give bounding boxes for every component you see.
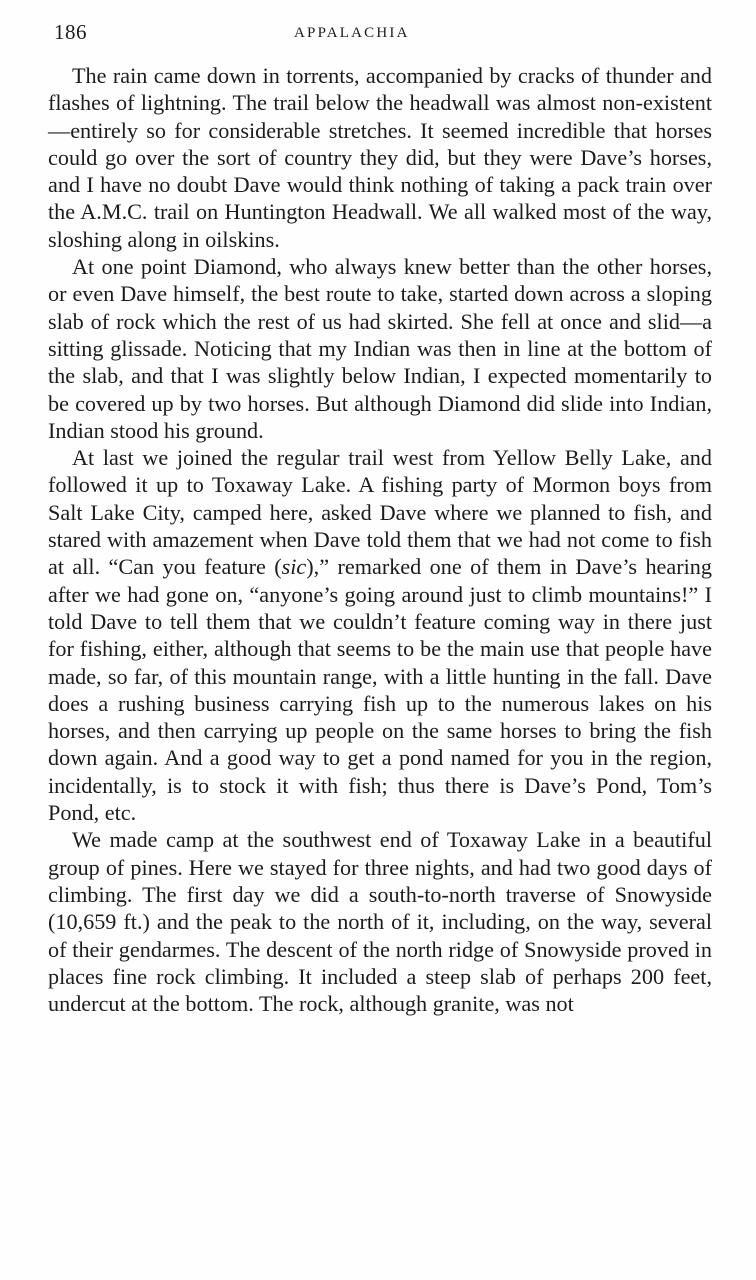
page-number: 186	[54, 20, 87, 44]
sic-italic: sic	[281, 554, 307, 580]
paragraph-2: At one point Diamond, who always knew better than the other horses, or even Dave himself, the best route to take, started down across a sloping slab of rock which the rest of us had skirted. She fell at once and slid—a sitting glissade. Noticing that my Indian was then in line at the bottom of the slab, and that I was slightly below Indian, I expected momentarily to be covered up by two horses. But although Diamond did slide into Indian, Indian stood his ground.	[48, 254, 712, 443]
page-header	[54, 20, 714, 50]
paragraph-3	[48, 444, 712, 826]
paragraph-4: We made camp at the southwest end of Toxaway Lake in a beautiful group of pines. Here we stayed for three nights, and had two good days of climbing. The first day we did a south-to-north traverse of Snowyside (10,659 ft.) and the peak to the north of it, including, on the way, several of their gendarmes. The descent of the north ridge of Snowyside proved in places fine rock climbing. It included a steep slab of perhaps 200 feet, undercut at the bottom. The rock, although granite, was not	[48, 827, 712, 1017]
paragraph-1: The rain came down in torrents, accompanied by cracks of thunder and flashes of lightning. The trail below the headwall was almost non-existent—entirely so for considerable stretches. It seemed incredible that horses could go over the sort of country they did, but they were Dave’s horses, and I have no doubt Dave would think nothing of taking a pack train over the A.M.C. trail on Huntington Headwall. We all walked most of the way, sloshing along in oilskins.	[48, 63, 712, 252]
body-text	[48, 62, 712, 1017]
paragraph-3-text-before: At last we joined the regular trail west from Yellow Belly Lake, and followed it up to Toxaway Lake. A fishing party of Mormon boys from Salt Lake City, camped here, asked Dave where we planned to fish, and stared with amazement when Dave told them that we had not come to fish at all. “Can you feature (	[48, 445, 712, 580]
running-head: APPALACHIA	[294, 25, 410, 41]
paragraph-3-text-after: ),” remarked one of them in Dave’s hearing after we had gone on, “anyone’s going around just to climb mountains!” I told Dave to tell them that we couldn’t feature coming way in there just for fishing, either, although that seems to be the main use that people have made, so far, of this mountain range, with a little hunting in the fall. Dave does a rushing business carrying fish up to the numerous lakes on his horses, and then carrying up people on the same horses to bring the fish down again. And a good way to get a pond named for you in the region, incidentally, is to stock it with fish; thus there is Dave’s Pond, Tom’s Pond, etc.	[48, 554, 712, 826]
